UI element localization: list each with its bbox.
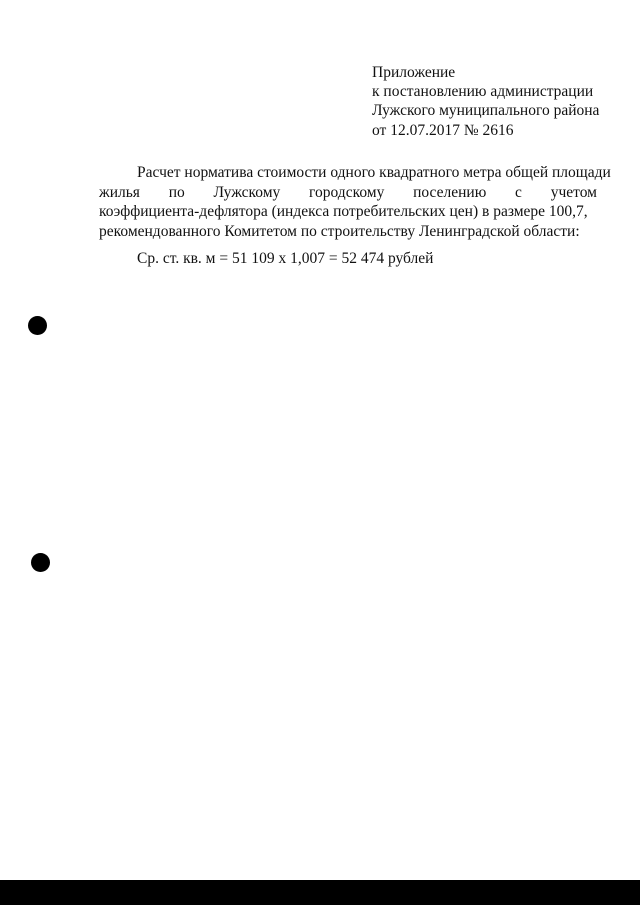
paragraph-line-1: Расчет норматива стоимости одного квадратного метра общей площади [137,164,611,181]
punch-hole-bottom [31,553,50,572]
paragraph-word: городскому [309,183,385,201]
appendix-block [372,63,612,140]
paragraph-word: по [168,183,185,201]
scan-bottom-edge [0,880,640,905]
appendix-title: Приложение [372,64,456,81]
paragraph-word: учетом [550,183,597,201]
paragraph-word: Лужскому [213,183,281,201]
cost-formula: Ср. ст. кв. м = 51 109 х 1,007 = 52 474 рублей [137,250,434,267]
appendix-date-number-line: от 12.07.2017 № 2616 [372,121,514,139]
paragraph-word: с [515,183,522,201]
paragraph-line-4: рекомендованного Комитетом по строительству Ленинградской области: [99,223,580,241]
paragraph-word: поселению [413,183,487,201]
calculation-paragraph [99,163,611,242]
paragraph-word: жилья [99,183,140,201]
appendix-resolution-line: к постановлению администрации [372,83,594,101]
appendix-district-line: Лужского муниципального района [372,102,600,120]
paragraph-line-2 [99,183,597,203]
paragraph-line-3: коэффициента-дефлятора (индекса потребительских цен) в размере 100,7, [99,203,588,221]
punch-hole-top [28,316,47,335]
